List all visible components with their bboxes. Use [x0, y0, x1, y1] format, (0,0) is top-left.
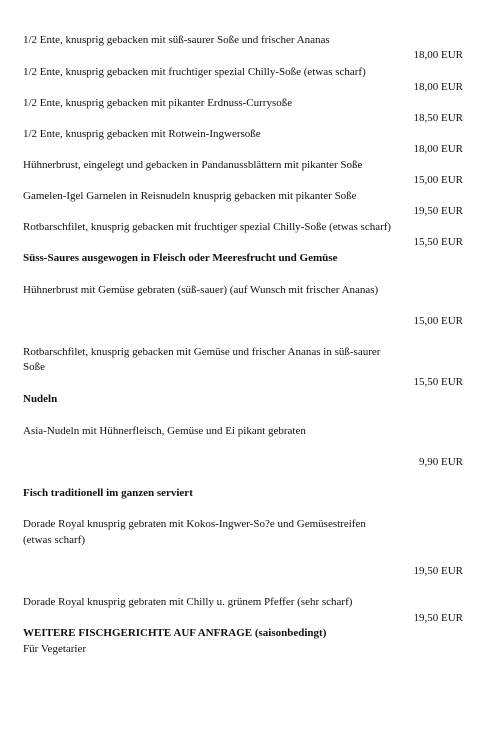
dish-huehnerbrust-pandan: Hühnerbrust, eingelegt und gebacken in Pandanussblättern mit pikanter Soße [23, 159, 363, 171]
price: 18,00 EUR [413, 49, 463, 61]
price: 9,90 EUR [419, 456, 463, 468]
price: 15,00 EUR [413, 315, 463, 327]
dish-dorade-kokos-cont: (etwas scharf) [23, 534, 85, 546]
dish-dorade-chilly: Dorade Royal knusprig gebraten mit Chilly u. grünem Pfeffer (sehr scharf) [23, 596, 353, 608]
price: 19,50 EUR [413, 205, 463, 217]
section-heading-nudeln: Nudeln [23, 393, 58, 405]
price: 15,50 EUR [413, 236, 463, 248]
price: 15,00 EUR [413, 174, 463, 186]
price: 18,50 EUR [413, 112, 463, 124]
price: 19,50 EUR [413, 565, 463, 577]
dish-dorade-kokos: Dorade Royal knusprig gebraten mit Kokos-Ingwer-So?e und Gemüsestreifen [23, 518, 366, 530]
price: 19,50 EUR [413, 612, 463, 624]
dish-rotbarsch-ananas: Rotbarschfilet, knusprig gebacken mit Gemüse und frischer Ananas in süß-saurer [23, 346, 381, 358]
section-heading-weitere-fischgerichte: WEITERE FISCHGERICHTE AUF ANFRAGE (saisonbedingt) [23, 627, 327, 639]
dish-gamelen-igel: Gamelen-Igel Garnelen in Reisnudeln knusprig gebacken mit pikanter Soße [23, 190, 357, 202]
dish-huehnerbrust-suess-sauer: Hühnerbrust mit Gemüse gebraten (süß-sauer) (auf Wunsch mit frischer Ananas) [23, 284, 379, 296]
price: 18,00 EUR [413, 143, 463, 155]
dish-ente-rotwein: 1/2 Ente, knusprig gebacken mit Rotwein-Ingwersoße [23, 128, 261, 140]
dish-ente-suess-sauer: 1/2 Ente, knusprig gebacken mit süß-saurer Soße und frischer Ananas [23, 34, 330, 46]
dish-asia-nudeln: Asia-Nudeln mit Hühnerfleisch, Gemüse und Ei pikant gebraten [23, 425, 306, 437]
price: 18,00 EUR [413, 81, 463, 93]
price: 15,50 EUR [413, 376, 463, 388]
section-heading-suess-saures: Süss-Saures ausgewogen in Fleisch oder Meeresfrucht und Gemüse [23, 252, 338, 264]
section-heading-fisch: Fisch traditionell im ganzen serviert [23, 487, 193, 499]
dish-rotbarsch-ananas-cont: Soße [23, 361, 45, 373]
dish-ente-erdnuss: 1/2 Ente, knusprig gebacken mit pikanter Erdnuss-Currysoße [23, 97, 293, 109]
section-heading-vegetarier: Für Vegetarier [23, 643, 87, 655]
dish-rotbarsch-chilly: Rotbarschfilet, knusprig gebacken mit fruchtiger spezial Chilly-Soße (etwas scharf) [23, 221, 392, 233]
dish-ente-chilly: 1/2 Ente, knusprig gebacken mit fruchtiger spezial Chilly-Soße (etwas scharf) [23, 66, 366, 78]
